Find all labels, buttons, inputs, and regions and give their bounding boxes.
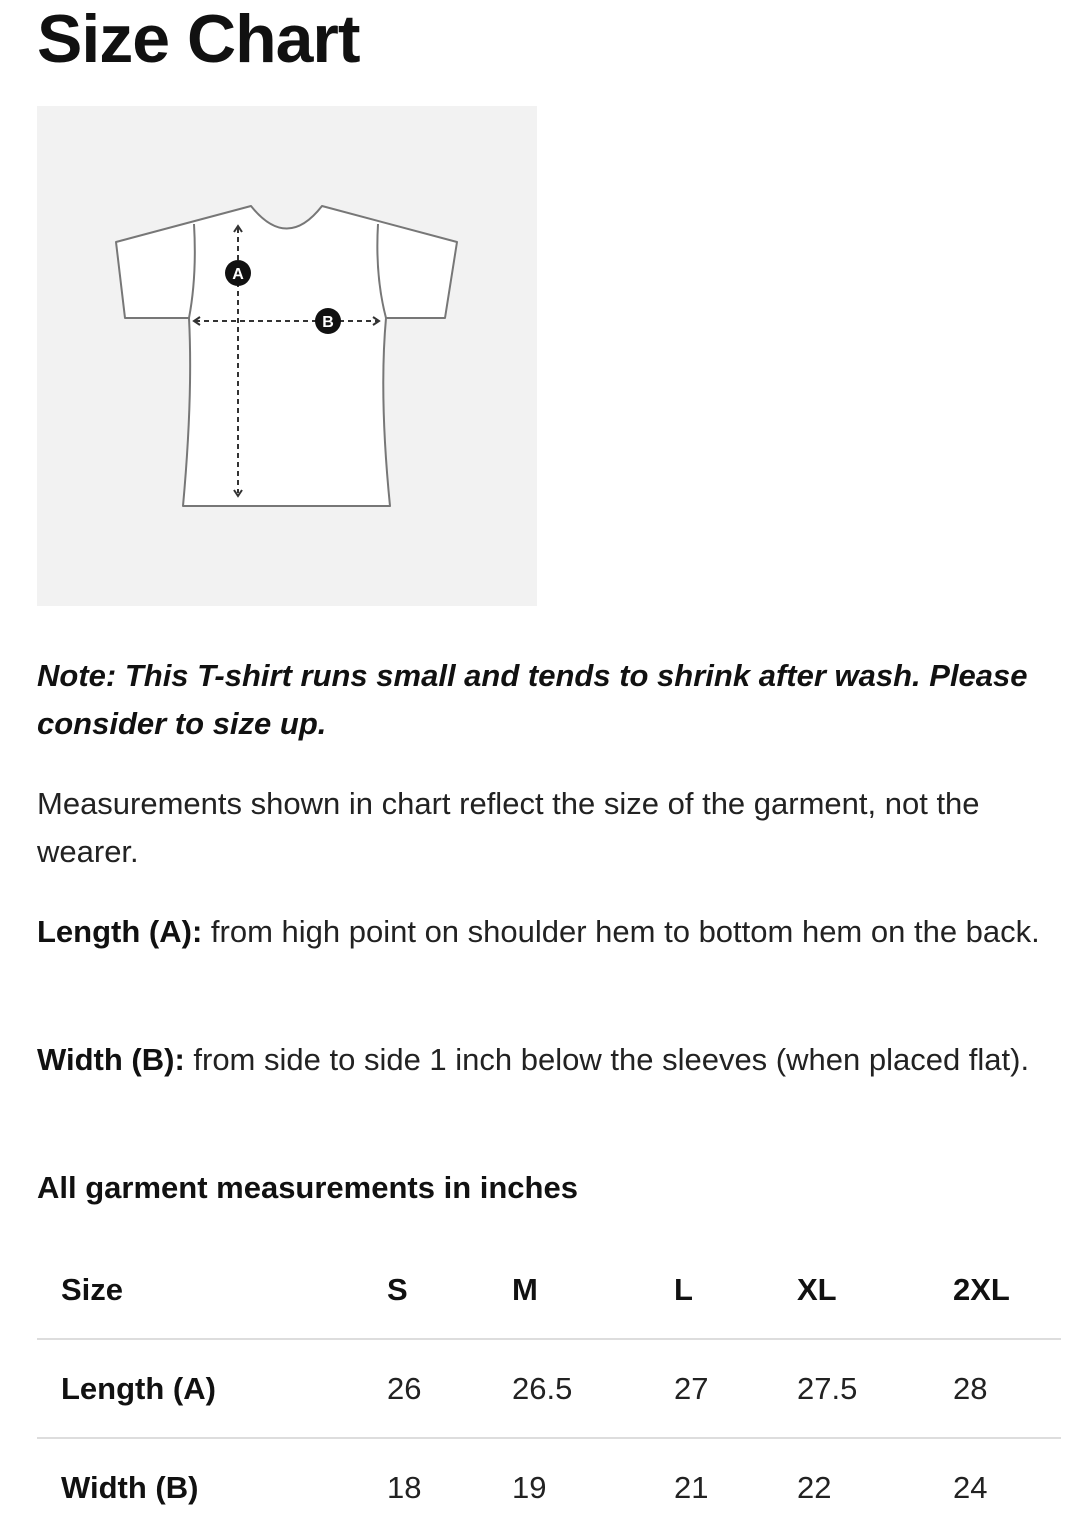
width-definition [37,1036,1057,1084]
header-2xl: 2XL [953,1272,1010,1307]
header-xl: XL [797,1272,837,1307]
measurements-note: Measurements shown in chart reflect the size of the garment, not the wearer. [37,786,980,869]
length-definition-text: from high point on shoulder hem to bottom hem on the back. [202,914,1040,949]
table-row [37,1438,1061,1536]
header-l: L [674,1272,693,1307]
cell-width-l: 21 [674,1438,797,1536]
marker-a-label: A [232,266,244,283]
table-header-row [37,1242,1061,1339]
header-size: Size [61,1272,124,1307]
tshirt-outline-icon [37,106,537,606]
cell-length-m: 26.5 [512,1339,674,1438]
length-definition-label: Length (A): [37,914,203,949]
marker-b-label: B [322,314,334,331]
size-table [37,1242,1061,1536]
width-definition-text: from side to side 1 inch below the sleeves (when placed flat). [184,1042,1030,1077]
header-m: M [512,1272,538,1307]
cell-length-2xl: 28 [953,1339,1061,1438]
row-label-width: Width (B) [37,1438,387,1536]
cell-width-s: 18 [387,1438,512,1536]
page-title: Size Chart [37,1,360,77]
row-label-length: Length (A) [37,1339,387,1438]
cell-width-xl: 22 [797,1438,953,1536]
table-row [37,1339,1061,1438]
width-definition-label: Width (B): [37,1042,185,1077]
marker-a-badge [225,260,251,286]
cell-length-l: 27 [674,1339,797,1438]
length-definition [37,908,1057,956]
cell-width-2xl: 24 [953,1438,1061,1536]
marker-b-badge [315,308,341,334]
shrink-note: Note: This T-shirt runs small and tends to shrink after wash. Please consider to size up. [37,658,1028,741]
cell-width-m: 19 [512,1438,674,1536]
tshirt-diagram [37,106,537,606]
units-note: All garment measurements in inches [37,1170,578,1205]
cell-length-s: 26 [387,1339,512,1438]
header-s: S [387,1272,408,1307]
cell-length-xl: 27.5 [797,1339,953,1438]
